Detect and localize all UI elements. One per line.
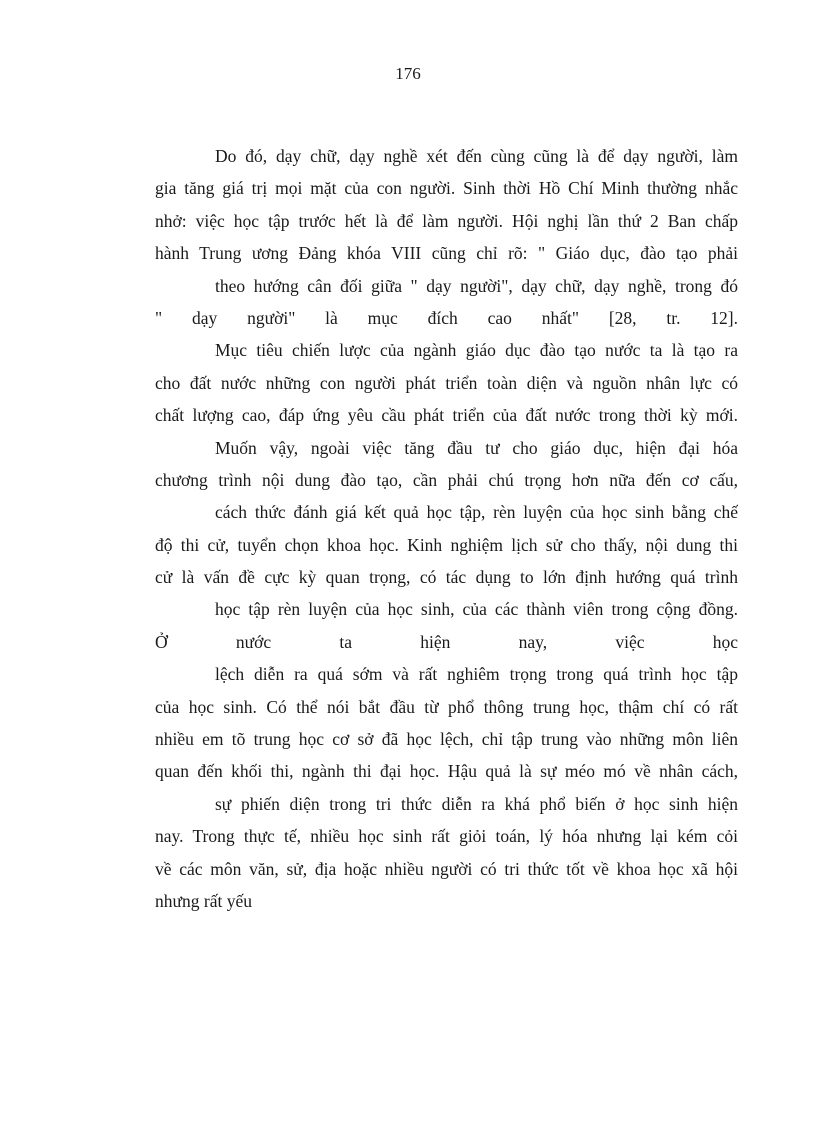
text-line: cử là vấn đề cực kỳ quan trọng, có tác dụng to lớn định hướng quá trình [155, 567, 738, 588]
text-line: lệch diễn ra quá sớm và rất nghiêm trọng trong quá trình học tập [215, 664, 738, 685]
text-line: độ thi cử, tuyển chọn khoa học. Kinh nghiệm lịch sử cho thấy, nội dung thi [155, 534, 738, 555]
text-line: học tập rèn luyện của học sinh, của các thành viên trong cộng đồng. [215, 599, 738, 620]
text-line: gia tăng giá trị mọi mặt của con người. Sinh thời Hồ Chí Minh thường nhắc [155, 178, 738, 199]
text-line: theo hướng cân đối giữa " dạy người", dạy chữ, dạy nghề, trong đó [215, 275, 738, 296]
text-line: " dạy người" là mục đích cao nhất" [28, tr. 12]. [155, 307, 738, 328]
text-line: cho đất nước những con người phát triển toàn diện và nguồn nhân lực có [155, 372, 738, 393]
text-line: nhở: việc học tập trước hết là để làm người. Hội nghị lần thứ 2 Ban chấp [155, 210, 738, 231]
text-line: Muốn vậy, ngoài việc tăng đầu tư cho giáo dục, hiện đại hóa [215, 437, 738, 458]
text-line: về các môn văn, sử, địa hoặc nhiều người có tri thức tốt về khoa học xã hội [155, 858, 738, 879]
page-number: 176 [395, 64, 421, 83]
body-text [155, 140, 738, 917]
text-line: hành Trung ương Đảng khóa VIII cũng chỉ rõ: " Giáo dục, đào tạo phải [155, 243, 738, 264]
text-line: chất lượng cao, đáp ứng yêu cầu phát triển của đất nước trong thời kỳ mới. [155, 405, 738, 426]
text-line: Mục tiêu chiến lược của ngành giáo dục đào tạo nước ta là tạo ra [215, 340, 738, 361]
text-line: nhưng rất yếu [155, 890, 252, 911]
text-line: của học sinh. Có thể nói bắt đầu từ phổ thông trung học, thậm chí có rất [155, 696, 738, 717]
text-line: sự phiến diện trong tri thức diễn ra khá phổ biến ở học sinh hiện [215, 793, 738, 814]
text-line: nhiều em tõ trung học cơ sở đã học lệch, chỉ tập trung vào những môn liên [155, 729, 738, 750]
text-line: chương trình nội dung đào tạo, cần phải chú trọng hơn nữa đến cơ cấu, [155, 469, 738, 490]
text-line: Do đó, dạy chữ, dạy nghề xét đến cùng cũng là để dạy người, làm [215, 146, 738, 166]
text-line: nay. Trong thực tế, nhiều học sinh rất giỏi toán, lý hóa nhưng lại kém cỏi [155, 826, 738, 847]
text-line: quan đến khối thi, ngành thi đại học. Hậu quả là sự méo mó về nhân cách, [155, 761, 738, 782]
text-line: Ở nước ta hiện nay, việc học [155, 631, 738, 652]
text-line: cách thức đánh giá kết quả học tập, rèn luyện của học sinh bằng chế [215, 502, 738, 523]
